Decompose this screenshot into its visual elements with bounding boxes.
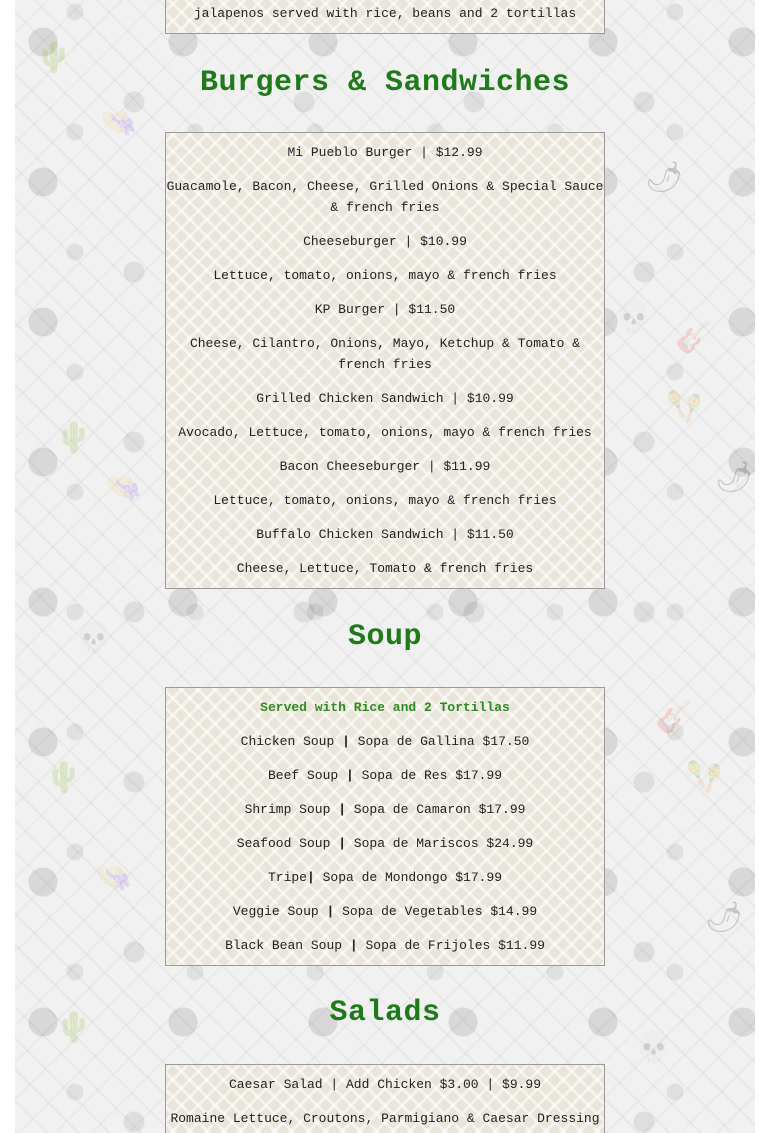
item-description: jalapenos served with rice, beans and 2 tortillas [193, 6, 577, 21]
menu-item-name: KP Burger | $11.50 [314, 302, 456, 317]
separator: | [306, 870, 315, 885]
sombrero-icon: 👒 [105, 473, 143, 507]
skull-icon: 💀 [635, 1033, 673, 1067]
section-title-soup: Soup [347, 620, 422, 654]
separator: | [338, 802, 346, 817]
soup-name-es: Sopa de Gallina $17.50 [349, 734, 530, 749]
top-item-box [165, 0, 605, 34]
soup-name-en: Tripe [267, 870, 307, 885]
menu-item-description: Avocado, Lettuce, tomato, onions, mayo & french fries [178, 425, 592, 440]
soup-item [166, 833, 604, 854]
chili-pepper-icon: 🌶 [715, 463, 754, 497]
maraca-icon: 🪇 [685, 763, 723, 797]
skull-icon: 💀 [615, 303, 653, 337]
soup-name-en: Shrimp Soup [244, 802, 339, 817]
menu-item-description: Cheese, Cilantro, Onions, Mayo, Ketchup & Tomato & french fries [189, 336, 581, 372]
menu-item-description: Guacamole, Bacon, Cheese, Grilled Onions & Special Sauce & french fries [166, 179, 604, 215]
soup-name-es: Sopa de Res $17.99 [353, 768, 503, 783]
menu-item-name: Caesar Salad | Add Chicken $3.00 | $9.99 [228, 1077, 542, 1092]
salads-box [165, 1064, 605, 1133]
soup-name-en: Beef Soup [267, 768, 346, 783]
section-title-salads: Salads [329, 996, 441, 1030]
guitar-icon: 🎸 [655, 703, 693, 737]
soup-item [166, 731, 604, 752]
cactus-icon: 🌵 [55, 1013, 93, 1047]
menu-item-description: Lettuce, tomato, onions, mayo & french fries [213, 268, 557, 283]
burgers-box [165, 132, 605, 589]
soup-item [166, 901, 604, 922]
menu-item-name: Cheeseburger | $10.99 [303, 234, 467, 249]
maraca-icon: 🪇 [665, 393, 703, 427]
soup-subtitle: Served with Rice and 2 Tortillas [260, 700, 510, 715]
soup-name-en: Black Bean Soup [225, 938, 350, 953]
soup-item [166, 799, 604, 820]
soup-name-es: Sopa de Camaron $17.99 [346, 802, 526, 817]
soup-name-es: Sopa de Vegetables $14.99 [334, 904, 538, 919]
menu-item-name: Mi Pueblo Burger | $12.99 [287, 145, 483, 160]
menu-page [15, 0, 755, 1133]
soup-name-en: Veggie Soup [232, 904, 327, 919]
separator: | [349, 938, 358, 953]
cactus-icon: 🌵 [55, 423, 93, 457]
soup-name-en: Chicken Soup [240, 734, 343, 749]
separator: | [326, 904, 335, 919]
soup-item [166, 935, 604, 956]
cactus-icon: 🌵 [35, 43, 73, 77]
menu-item-name: Grilled Chicken Sandwich | $10.99 [256, 391, 514, 406]
section-title-burgers: Burgers & Sandwiches [199, 66, 571, 100]
separator: | [345, 768, 354, 783]
soup-box [165, 687, 605, 966]
menu-item-description: Cheese, Lettuce, Tomato & french fries [236, 561, 534, 576]
menu-item-name: Buffalo Chicken Sandwich | $11.50 [256, 527, 514, 542]
soup-name-es: Sopa de Frijoles $11.99 [357, 938, 545, 953]
cactus-icon: 🌵 [45, 763, 83, 797]
chili-pepper-icon: 🌶 [705, 903, 744, 937]
soup-item [166, 765, 604, 786]
menu-item-description: Romaine Lettuce, Croutons, Parmigiano & Caesar Dressing [170, 1111, 600, 1126]
menu-item-description: Lettuce, tomato, onions, mayo & french fries [213, 493, 557, 508]
sombrero-icon: 👒 [100, 108, 138, 142]
skull-icon: 💀 [75, 623, 113, 657]
guitar-icon: 🎸 [675, 323, 713, 357]
sombrero-icon: 👒 [95, 863, 133, 897]
separator: | [342, 734, 350, 749]
soup-name-en: Seafood Soup [236, 836, 339, 851]
separator: | [338, 836, 346, 851]
chili-pepper-icon: 🌶 [645, 163, 684, 197]
soup-item [166, 867, 604, 888]
soup-name-es: Sopa de Mariscos $24.99 [346, 836, 534, 851]
soup-name-es: Sopa de Mondongo $17.99 [314, 870, 503, 885]
menu-item-name: Bacon Cheeseburger | $11.99 [279, 459, 491, 474]
